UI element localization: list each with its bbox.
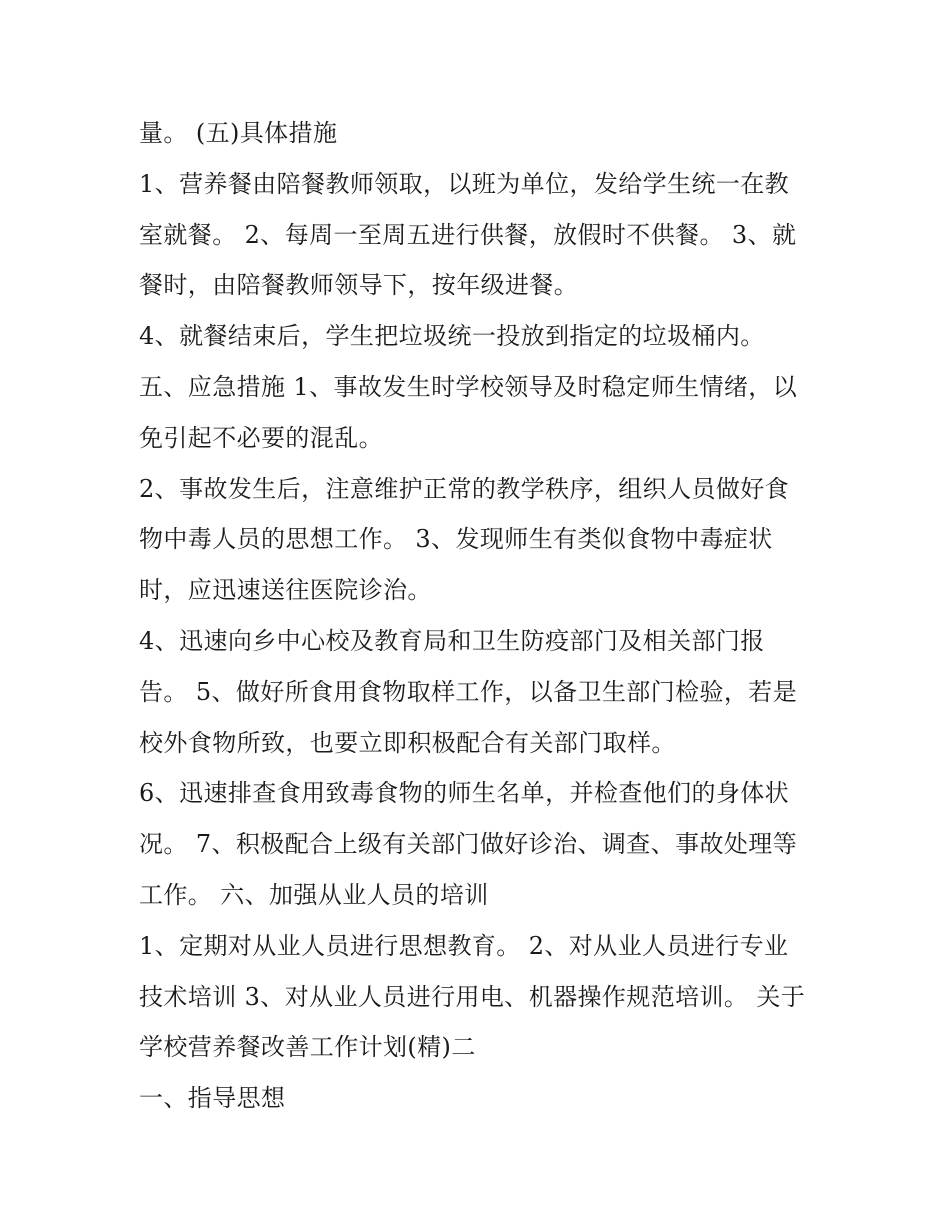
text-line: 一、指导思想	[139, 1084, 286, 1113]
text-line: 4、迅速向乡中心校及教育局和卫生防疫部门及相关部门报	[139, 626, 765, 655]
text-line: 室就餐。 2、每周一至周五进行供餐，放假时不供餐。 3、就	[139, 220, 797, 249]
text-line: 学校营养餐改善工作计划(精)二	[139, 1033, 476, 1062]
text-line: 量。 (五)具体措施	[139, 119, 338, 147]
text-line: 时，应迅速送往医院诊治。	[139, 576, 432, 605]
text-line: 五、应急措施 1、事故发生时学校领导及时稳定师生情绪，以	[139, 372, 798, 401]
text-line: 餐时，由陪餐教师领导下，按年级进餐。	[139, 271, 579, 300]
text-line: 物中毒人员的思想工作。 3、发现师生有类似食物中毒症状	[139, 525, 773, 554]
text-line: 技术培训 3、对从业人员进行用电、机器操作规范培训。 关于	[139, 982, 806, 1011]
text-line: 况。 7、积极配合上级有关部门做好诊治、调查、事故处理等	[139, 830, 798, 859]
text-line: 告。 5、做好所食用食物取样工作，以备卫生部门检验，若是	[139, 677, 798, 706]
text-line: 免引起不必要的混乱。	[139, 423, 383, 452]
text-line: 6、迅速排查食用致毒食物的师生名单，并检查他们的身体状	[139, 779, 790, 808]
text-line: 工作。 六、加强从业人员的培训	[139, 880, 489, 909]
text-line: 1、营养餐由陪餐教师领取，以班为单位，发给学生统一在教	[139, 169, 790, 198]
text-line: 校外食物所致，也要立即积极配合有关部门取样。	[139, 728, 676, 757]
text-line: 2、事故发生后，注意维护正常的教学秩序，组织人员做好食	[139, 474, 790, 503]
document-body	[139, 108, 819, 1124]
text-line: 4、就餐结束后，学生把垃圾统一投放到指定的垃圾桶内。	[139, 322, 765, 351]
text-line: 1、定期对从业人员进行思想教育。 2、对从业人员进行专业	[139, 931, 789, 960]
